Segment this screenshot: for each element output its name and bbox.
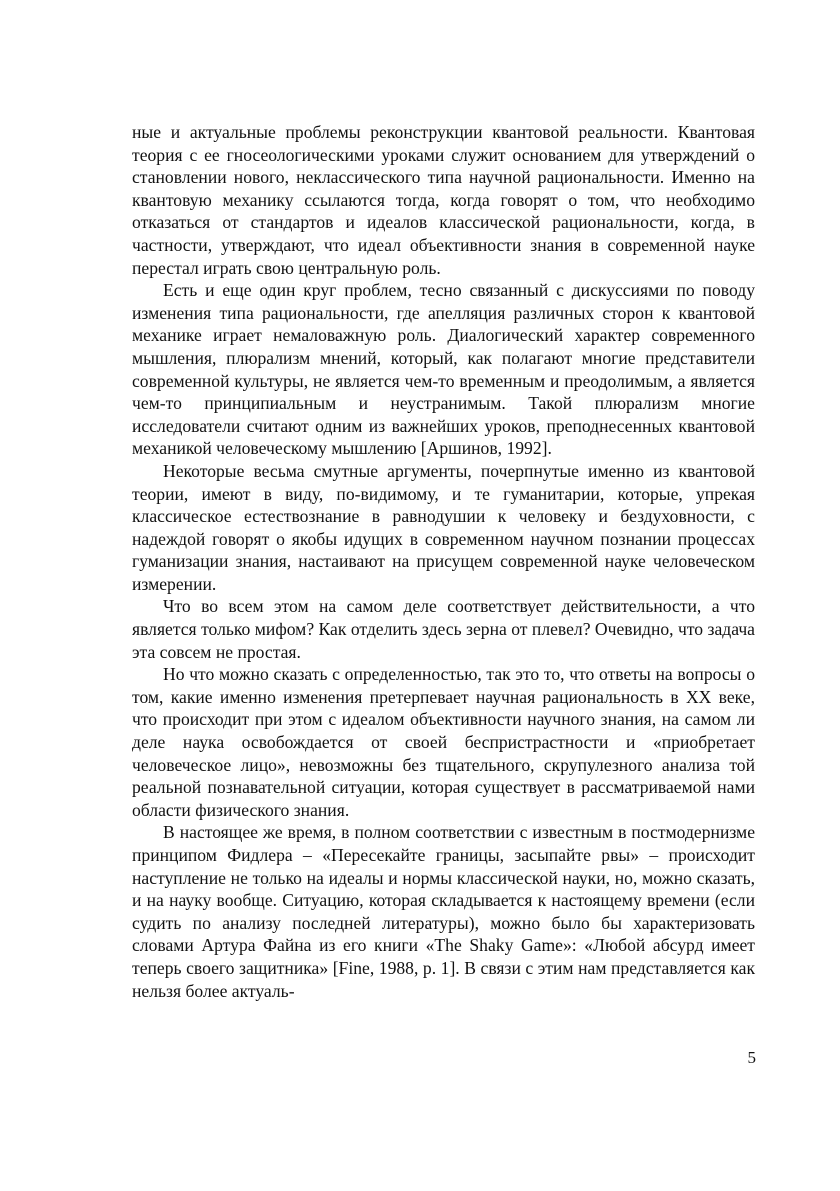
paragraph-1: ные и актуальные проблемы реконструкции квантовой реальности. Квантовая теория с ее гносеологическими уроками служит основанием для утверждений о становлении нового, неклассического типа научной рациональности. Именно на квантовую механику ссылаются тогда, когда говорят о том, что необходимо отказаться от стандартов и идеалов классической рациональности, когда, в частности, утверждают, что идеал объективности знания в современной науке перестал играть свою центральную роль. [132,122,755,278]
paragraph-2: Есть и еще один круг проблем, тесно связанный с дискуссиями по поводу изменения типа рациональности, где апелляция различных сторон к квантовой механике играет немаловажную роль. Диалогический характер современного мышления, плюрализм мнений, который, как полагают многие представители современной культуры, не является чем-то временным и преодолимым, а является чем-то принципиальным и неустранимым. Такой плюрализм многие исследователи считают одним из важнейших уроков, преподнесенных квантовой механикой человеческому мышлению [Аршинов, 1992]. [132,280,755,459]
page-number: 5 [747,1048,756,1067]
paragraph-3: Некоторые весьма смутные аргументы, почерпнутые именно из квантовой теории, имеют в виду, по-видимому, и те гуманитарии, которые, упрекая классическое естествознание в равнодушии к человеку и бездуховности, с надеждой говорят о якобы идущих в современном научном познании процессах гуманизации знания, настаивают на присущем современной науке человеческом измерении. [132,460,755,594]
paragraph-6: В настоящее же время, в полном соответствии с известным в постмодернизме принципом Фидлера – «Пересекайте границы, засыпайте рвы» – происходит наступление не только на идеалы и нормы классической науки, но, можно сказать, и на науку вообще. Ситуацию, которая складывается к настоящему времени (если судить по анализу последней литературы), можно было бы характеризовать словами Артура Файна из его книги «The Shaky Game»: «Любой абсурд имеет теперь своего защитника» [Fine, 1988, p. 1]. В связи с этим нам представляется как нельзя более актуаль- [132,822,755,1001]
body-text [132,121,755,1002]
paragraph-4: Что во всем этом на самом деле соответствует действительности, а что является только мифом? Как отделить здесь зерна от плевел? Очевидно, что задача эта совсем не простая. [132,596,755,662]
paragraph-5: Но что можно сказать с определенностью, так это то, что ответы на вопросы о том, какие именно изменения претерпевает научная рациональность в XX веке, что происходит при этом с идеалом объективности научного знания, на самом ли деле наука освобождается от своей беспристрастности и «приобретает человеческое лицо», невозможны без тщательного, скрупулезного анализа той реальной познавательной ситуации, которая существует в рассматриваемой нами области физического знания. [132,664,755,820]
